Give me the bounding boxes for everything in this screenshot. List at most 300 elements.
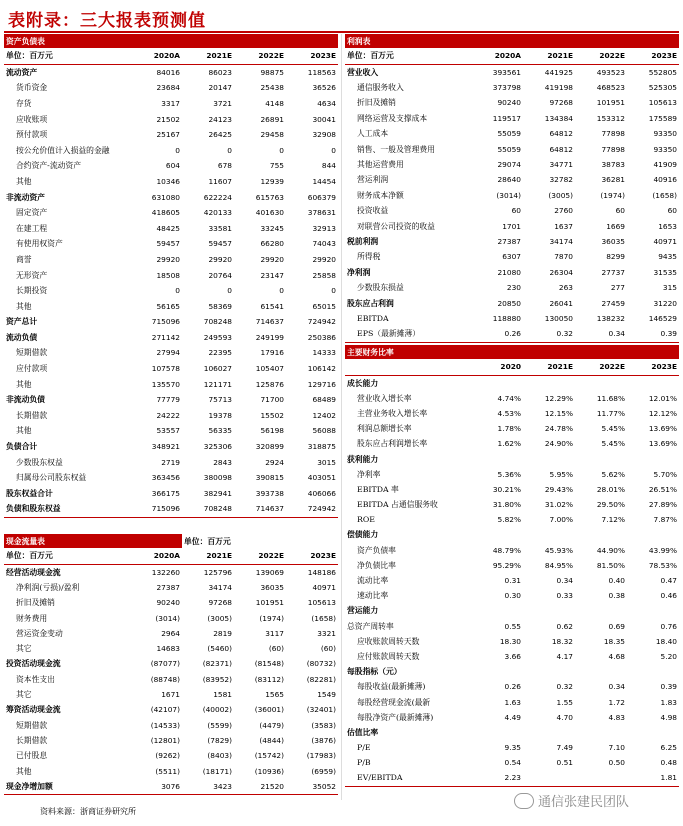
cell-value: 27459 [601,298,625,308]
cell-value: 5.45% [601,439,625,449]
table-row [345,234,679,249]
cell-value: 71700 [260,395,284,405]
cell-value: 77898 [601,129,625,139]
row-label: 预付款项 [16,130,48,140]
cell-value: 56088 [312,426,336,436]
cell-value: 125876 [255,379,284,389]
cell-value: 0 [279,286,284,296]
cell-value: 715096 [151,317,180,327]
row-label: 流动负债 [6,332,38,342]
cell-value: 106142 [307,364,336,374]
cell-value: 441925 [544,67,573,77]
table-row [345,141,679,156]
row-label: 通信服务收入 [357,83,404,93]
year-header: 2022E [234,48,286,64]
cell-value: (12801) [150,735,180,745]
cell-value: 24.90% [544,439,573,449]
cell-value: 715096 [130,501,182,517]
cell-value: 31.02% [544,500,573,510]
cell-value: 106027 [203,364,232,374]
cell-value: 2719 [161,457,180,467]
cell-value: 17916 [260,348,284,358]
table-row [4,127,338,143]
cell-value: 29920 [208,254,232,264]
table-row [4,687,338,702]
row-label: EBITDA 率 [357,484,399,494]
cell-value: 12.29% [544,393,573,403]
cell-value: 419198 [544,83,573,93]
table-row [345,573,679,588]
cell-value: 65015 [312,301,336,311]
cell-value: 20850 [497,298,521,308]
cell-value: 138232 [596,313,625,323]
cell-value: 366175 [151,488,180,498]
year-header: 2023E [627,48,679,64]
cell-value: 0.69 [608,621,625,631]
row-label: 流动资产 [6,67,38,77]
table-row [345,126,679,141]
table-row [4,423,338,439]
cell-value: 12402 [312,410,336,420]
cell-value: 12.01% [648,393,677,403]
table-row [4,564,338,580]
cell-value: 0.39 [660,682,677,692]
cell-value: 77779 [156,395,180,405]
cell-value: 36035 [260,582,284,592]
cell-value: 0.38 [608,591,625,601]
cell-value: 101951 [596,98,625,108]
row-label: 有使用权资产 [16,239,63,249]
cell-value: (83112) [254,674,284,684]
cell-value: (82281) [306,674,336,684]
cell-value: 36281 [601,175,625,185]
row-label: 对联营公司投资的收益 [357,221,435,231]
cell-value: 373798 [492,83,521,93]
watermark [514,791,629,810]
cell-value: 4.83 [608,712,625,722]
table-row [4,702,338,717]
cell-value: 7.87% [653,515,677,525]
cell-value [575,527,627,542]
table-row [345,95,679,110]
row-label: 其他 [16,301,32,311]
year-header: 2022E [234,548,286,564]
cell-value [627,725,679,740]
cell-value: 250386 [307,332,336,342]
table-row [345,375,679,391]
row-label: 每股净资产(最新摊薄) [357,712,434,722]
cell-value: 318875 [307,442,336,452]
cell-value [575,375,627,391]
cell-value: 27.89% [648,500,677,510]
ratios-table [345,345,679,787]
table-row [4,408,338,424]
cell-value: 32908 [312,130,336,140]
table-row [4,96,338,112]
table-row [4,501,338,517]
cell-value: 30.21% [492,484,521,494]
cell-value: 0.26 [471,326,523,342]
row-label: 负债合计 [6,442,38,452]
cell-value: 3117 [265,628,284,638]
cell-value: 0.31 [504,576,521,586]
table-row [345,512,679,527]
cell-value: 129716 [307,379,336,389]
table-row [4,439,338,455]
row-label: 已付股息 [16,751,48,761]
table-row [345,497,679,512]
row-label: 现金净增加额 [4,779,130,795]
cell-value: (80732) [306,659,336,669]
cell-value: 139069 [255,567,284,577]
row-label: 偿债能力 [347,530,379,540]
cash-flow-table [4,534,338,795]
row-label: 所得税 [357,252,381,262]
row-label: 网络运营及支撑成本 [357,113,428,123]
cell-value: (3005) [548,190,573,200]
cell-value: 0.32 [556,682,573,692]
cell-value: 18.32 [551,636,573,646]
cell-value: 0 [279,145,284,155]
table-row [345,679,679,694]
cell-value: 60 [511,206,521,216]
cell-value: 121171 [203,379,232,389]
cell-value: 3015 [317,457,336,467]
cell-value: 13.69% [648,424,677,434]
ratios-heading: 主要财务比率 [345,345,679,359]
cell-value: 75713 [208,395,232,405]
table-row [4,111,338,127]
cell-value: (9262) [155,751,180,761]
cell-value: 26041 [549,298,573,308]
cell-value: 31.80% [492,500,521,510]
table-row [4,626,338,641]
cell-value: 118563 [307,67,336,77]
row-label: 经营活动现金流 [6,567,61,577]
cell-value: 81.50% [596,560,625,570]
cell-value: 263 [558,283,573,293]
balance-sheet-rows [4,64,338,517]
cell-value: 48425 [156,223,180,233]
row-label: 其他 [16,379,32,389]
unit-label-right: 单位：百万元 [182,534,338,548]
table-row [345,725,679,740]
cell-value: 5.45% [601,424,625,434]
cell-value: 0.34 [575,326,627,342]
cell-value: (40002) [202,705,232,715]
cell-value: 5.70% [653,469,677,479]
cell-value: 24222 [156,410,180,420]
cell-value: 0.76 [660,621,677,631]
table-row [345,421,679,436]
table-row [345,311,679,326]
row-label: 负债和股东权益 [4,501,130,517]
year-header: 2023E [627,359,679,375]
cell-value: 5.62% [601,469,625,479]
cell-value: 2.23 [471,770,523,786]
table-row [4,298,338,314]
cell-value: 0 [331,145,336,155]
cell-value: (36001) [254,705,284,715]
cell-value: 277 [610,283,625,293]
row-label: 估值比率 [347,727,379,737]
cell-value: 0.54 [504,758,521,768]
cell-value [523,375,575,391]
cell-value: 68489 [312,395,336,405]
cell-value: 325306 [203,442,232,452]
table-row [345,157,679,172]
cell-value: 714637 [255,317,284,327]
cell-value: 708248 [182,501,234,517]
cell-value: 3076 [130,779,182,795]
cell-value: 2964 [161,628,180,638]
cell-value: 12939 [260,176,284,186]
cell-value: 0 [175,286,180,296]
row-label: 在建工程 [16,223,48,233]
table-row [4,610,338,625]
cell-value: 7.00% [549,515,573,525]
table-row [345,482,679,497]
cell-value: 93350 [653,129,677,139]
cell-value: 0.34 [608,682,625,692]
row-label: 股东应占利润 [347,298,394,308]
cell-value: 0.33 [556,591,573,601]
row-label: 合约资产-流动资产 [16,161,82,171]
row-label: 少数股东损益 [357,283,404,293]
cell-value: 249593 [203,332,232,342]
unit-label: 单位：百万元 [4,48,130,64]
cell-value: 401630 [255,208,284,218]
cell-value: 4148 [265,98,284,108]
cell-value: 40916 [653,175,677,185]
cell-value: 5.82% [497,515,521,525]
cell-value: 714637 [234,501,286,517]
table-row [345,218,679,233]
table-row [4,330,338,346]
cell-value: 153312 [596,113,625,123]
table-row [4,748,338,763]
cell-value: 36526 [312,83,336,93]
cell-value: 493523 [596,67,625,77]
table-row [345,467,679,482]
cell-value: 1.72 [608,697,625,707]
row-label: EV/EBITDA [345,770,471,786]
income-statement-heading: 利润表 [345,34,679,48]
watermark-text: 通信张建民团队 [538,795,630,810]
row-label: 无形资产 [16,270,48,280]
year-header: 2020 [471,359,523,375]
table-row [4,174,338,190]
table-row [4,470,338,486]
cell-value: 393738 [255,488,284,498]
cell-value [523,527,575,542]
cell-value: 29920 [260,254,284,264]
cell-value: 45.93% [544,545,573,555]
table-row [4,345,338,361]
table-row [345,619,679,634]
cell-value: 107578 [151,364,180,374]
cell-value: 18.35 [603,636,625,646]
cell-value: (3014) [155,613,180,623]
cell-value: 3317 [161,98,180,108]
cell-value: 1581 [213,690,232,700]
row-label: 应付账款周转天数 [357,651,420,661]
cell-value: 13.69% [648,439,677,449]
cell-value: 26304 [549,267,573,277]
cell-value: 2760 [554,206,573,216]
cell-value: 29458 [260,130,284,140]
cell-value: 26.51% [648,484,677,494]
cell-value: 60 [667,206,677,216]
cell-value: 35052 [286,779,338,795]
cell-value: 622224 [203,192,232,202]
year-header: 2021E [523,48,575,64]
cell-value: 525305 [648,83,677,93]
cell-value: 4.98 [660,712,677,722]
row-label: ROE [357,515,375,525]
cell-value: 134384 [544,113,573,123]
cell-value: 25858 [312,270,336,280]
table-row [345,406,679,421]
cell-value [523,664,575,679]
cell-value: 4.53% [497,408,521,418]
cell-value [471,664,523,679]
cell-value: 40971 [653,236,677,246]
cell-value: 11.77% [596,408,625,418]
column-divider [341,34,342,800]
row-label: 每股经营现金流(最新 [357,697,431,707]
cell-value: 0.62 [556,621,573,631]
table-row [4,733,338,748]
cell-value [575,664,627,679]
cell-value [471,603,523,618]
cell-value: 12.15% [544,408,573,418]
cell-value: 148186 [307,567,336,577]
cell-value: 844 [321,161,336,171]
ratios-panel [345,345,679,787]
cell-value: 27737 [601,267,625,277]
cell-value: 10346 [156,176,180,186]
table-row [4,392,338,408]
table-row [345,80,679,95]
row-label: 应收账款周转天数 [357,636,420,646]
cell-value: 5.95% [549,469,573,479]
cell-value: 0.47 [660,576,677,586]
row-label: 非流动负债 [6,395,45,405]
cell-value: 61541 [260,301,284,311]
cell-value: 678 [217,161,232,171]
cell-value [471,725,523,740]
cell-value [523,603,575,618]
cell-value: 0.55 [504,621,521,631]
row-label: 其它 [16,644,32,654]
cell-value: 26891 [260,114,284,124]
cell-value: 56335 [208,426,232,436]
row-label: 每股收益(最新摊薄) [357,682,426,692]
table-row [345,265,679,280]
cell-value: (7829) [207,735,232,745]
table-row [4,672,338,687]
cell-value: 125796 [203,567,232,577]
cell-value: (18171) [202,766,232,776]
cell-value: 105407 [255,364,284,374]
cell-value: 4.49 [504,712,521,722]
cell-value: 6307 [502,252,521,262]
cell-value [523,725,575,740]
row-label: 利润总额增长率 [357,424,412,434]
cell-value: 1565 [265,690,284,700]
cell-value: 33245 [260,223,284,233]
cell-value: 59457 [156,239,180,249]
cell-value: (14533) [150,720,180,730]
cell-value: 1637 [554,221,573,231]
row-label: 存货 [16,98,32,108]
cell-value [471,451,523,466]
row-label: 少数股东权益 [16,457,63,467]
row-label: EBITDA [357,313,389,323]
cell-value: (15742) [254,751,284,761]
cell-value: 315 [662,283,677,293]
cell-value: 84016 [156,67,180,77]
cell-value: 27387 [156,582,180,592]
table-row [345,249,679,264]
cell-value: 11.68% [596,393,625,403]
cell-value: 0.39 [627,326,679,342]
cell-value: 755 [269,161,284,171]
row-label: 按公允价值计入损益的金融 [16,145,110,155]
cell-value: 28640 [497,175,521,185]
year-header: 2020A [130,548,182,564]
cell-value: 724942 [286,501,338,517]
cell-value: 382941 [203,488,232,498]
cell-value: 0.34 [556,576,573,586]
cell-value: (3876) [311,735,336,745]
cell-value: 1.55 [556,697,573,707]
row-label: 获利能力 [347,454,379,464]
cell-value: 56165 [156,301,180,311]
cell-value: 93350 [653,144,677,154]
cell-value: 97268 [549,98,573,108]
table-row [4,283,338,299]
cell-value: 21502 [156,114,180,124]
table-row [4,763,338,778]
cell-value: 4.68 [608,651,625,661]
row-label: 资产总计 [6,317,38,327]
year-header: 2020A [471,48,523,64]
cell-value: 23147 [260,270,284,280]
row-label: 主营业务收入增长率 [357,408,428,418]
cell-value: 12.12% [648,408,677,418]
table-row [345,64,679,80]
cell-value: 348921 [151,442,180,452]
row-label: 归属母公司股东权益 [16,473,87,483]
cell-value: 28.01% [596,484,625,494]
cell-value: 1.78% [497,424,521,434]
cell-value: 55059 [497,144,521,154]
cell-value: 1.81 [627,770,679,786]
cell-value: 4.17 [556,651,573,661]
cell-value [627,451,679,466]
cell-value: 32913 [312,223,336,233]
cell-value: 24123 [208,114,232,124]
cell-value: 393561 [492,67,521,77]
row-label: 货币资金 [16,83,48,93]
cash-flow-panel [4,534,338,795]
row-label: 筹资活动现金流 [6,705,61,715]
cell-value: 98875 [260,67,284,77]
cell-value: 18.40 [655,636,677,646]
cell-value: 4.74% [497,393,521,403]
